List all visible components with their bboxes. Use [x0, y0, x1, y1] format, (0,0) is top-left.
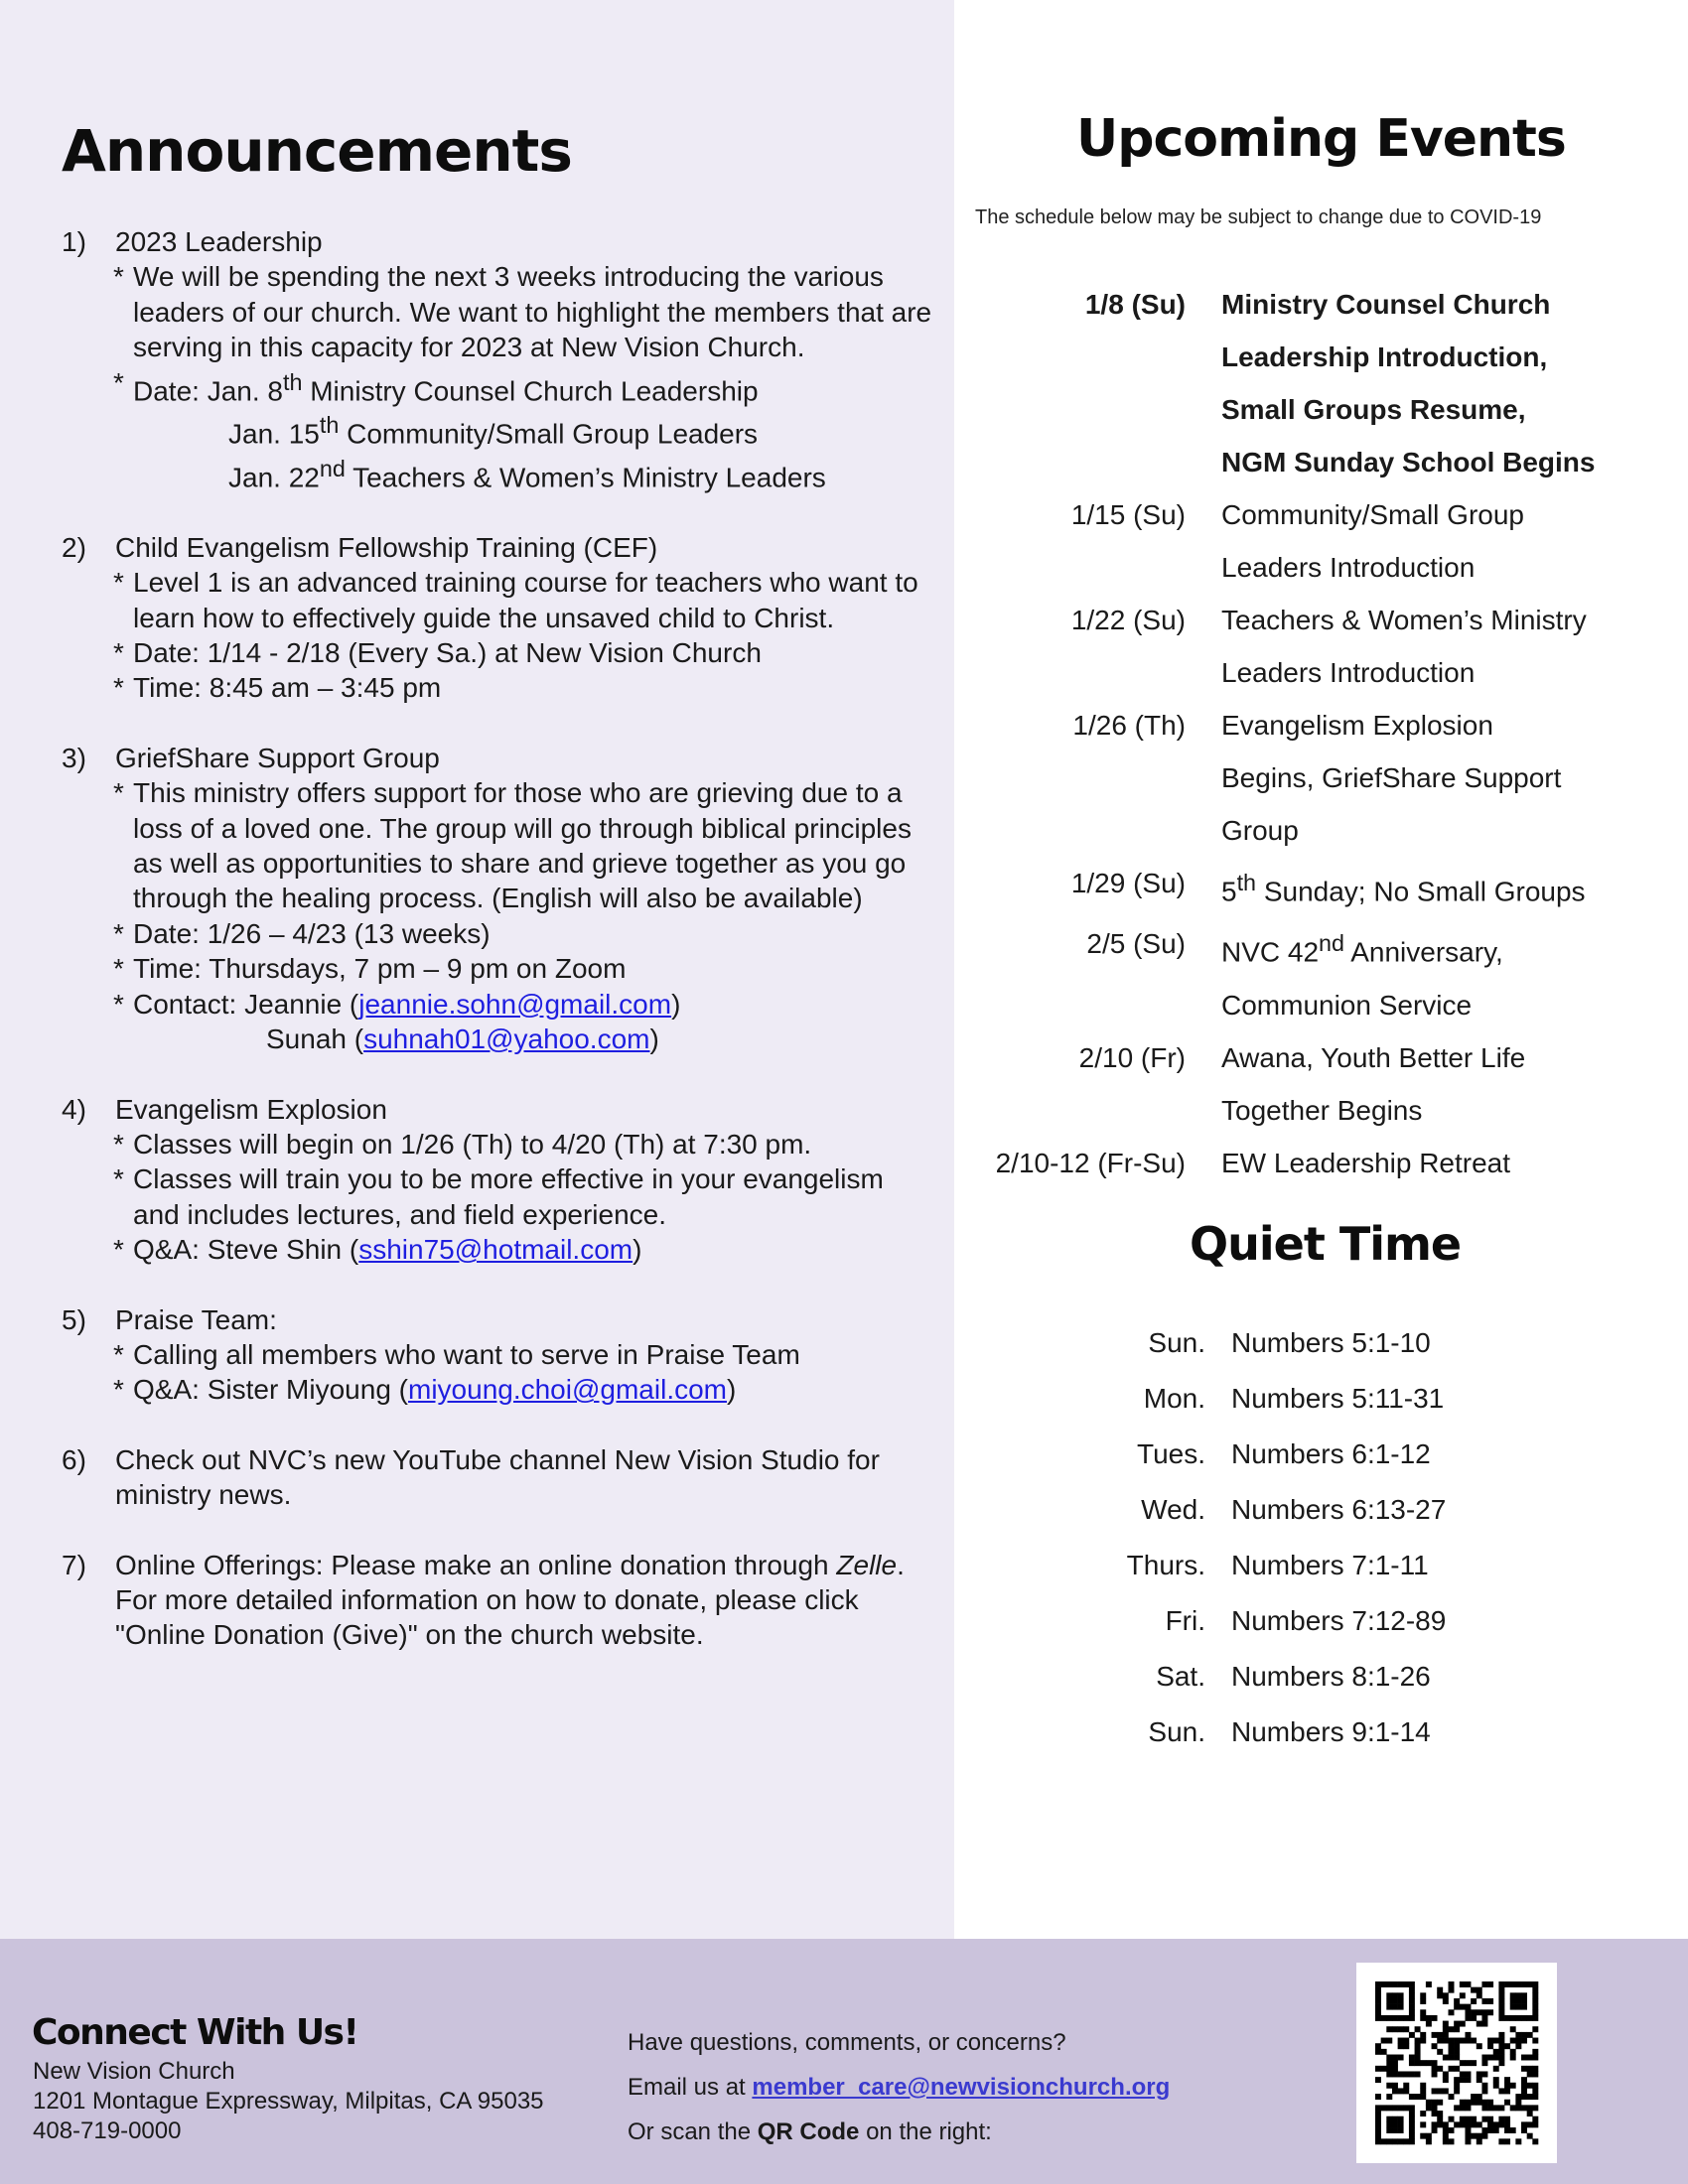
event-date: 2/10-12 (Fr-Su): [995, 1147, 1186, 1178]
email-link[interactable]: sshin75@hotmail.com: [358, 1234, 633, 1266]
item-number: 1): [62, 226, 86, 257]
email-line: Email us at member_care@newvisionchurch.org: [628, 2074, 1171, 2101]
item-number: 3): [62, 742, 86, 773]
item-bullet: This ministry offers support for those who are grieving due to a loss of a loved one. The group will go through biblical principles as well as opportunities to share and grieve together as you go through the healing process. (English will also be available): [133, 777, 912, 914]
event-date: 2/5 (Su): [1086, 928, 1186, 960]
quiet-time-row: [1092, 1482, 1446, 1538]
email-link[interactable]: suhnah01@yahoo.com: [363, 1024, 650, 1055]
quiet-time-row: [1092, 1371, 1446, 1427]
events-list: [954, 278, 1688, 1189]
qt-day: Sun.: [1148, 1716, 1205, 1747]
item-number: 4): [62, 1093, 86, 1125]
qt-reading: Numbers 9:1-14: [1231, 1716, 1431, 1747]
event-date: 1/8 (Su): [1084, 289, 1186, 320]
church-phone: 408-719-0000: [33, 2117, 182, 2144]
item-bullet: Date: 1/26 – 4/23 (13 weeks): [133, 917, 491, 949]
announcement-item: 2) Child Evangelism Fellowship Training (CEF) * Level 1 is an advanced training course for teachers who want to learn how to effectively guide the unsaved child to Christ. * Date: 1/14 - 2/18 (Every Sa.) at New Vision Church * Time: 8:45 am – 3:45 pm: [62, 530, 935, 706]
qt-day: Thurs.: [1126, 1550, 1205, 1580]
item-bullet: Classes will begin on 1/26 (Th) to 4/20 (Th) at 7:30 pm.: [133, 1128, 812, 1160]
event-desc: Teachers & Women’s Ministry Leaders Introduction: [1221, 605, 1587, 688]
item-number: 2): [62, 531, 86, 563]
announcement-item: [62, 1442, 935, 1513]
quiet-time-heading: Quiet Time: [1190, 1217, 1462, 1271]
event-date: 2/10 (Fr): [1078, 1041, 1186, 1073]
item-contacts: Contact: Jeannie (jeannie.sohn@gmail.com) Sunah (suhnah01@yahoo.com): [133, 988, 681, 1055]
church-name: New Vision Church: [33, 2058, 235, 2085]
item-bullet: Time: Thursdays, 7 pm – 9 pm on Zoom: [133, 953, 627, 985]
event-row: [954, 917, 1688, 1030]
event-desc: Ministry Counsel Church Leadership Introduction, Small Groups Resume, NGM Sunday School Begins: [1221, 289, 1596, 478]
event-desc: Community/Small Group Leaders Introduction: [1221, 499, 1524, 583]
item-bullet: Level 1 is an advanced training course for teachers who want to learn how to effectively guide the unsaved child to Christ.: [133, 567, 918, 633]
church-address: 1201 Montague Expressway, Milpitas, CA 95035: [33, 2088, 544, 2115]
contact-prompt: [628, 2020, 1170, 2154]
question-text: Have questions, comments, or concerns?: [628, 2029, 1066, 2056]
qt-reading: Numbers 5:1-10: [1231, 1327, 1431, 1358]
item-qa: Q&A: Sister Miyoung (miyoung.choi@gmail.com): [133, 1374, 737, 1406]
event-desc: Awana, Youth Better Life Together Begins: [1221, 1041, 1526, 1126]
item-number: 6): [62, 1443, 86, 1475]
event-desc: NVC 42nd Anniversary, Communion Service: [1221, 930, 1503, 1021]
quiet-time-row: [1092, 1705, 1446, 1760]
event-row: [954, 488, 1688, 594]
quiet-time-row: [1092, 1649, 1446, 1705]
qt-reading: Numbers 8:1-26: [1231, 1661, 1431, 1692]
item-bullet: Calling all members who want to serve in Praise Team: [133, 1338, 800, 1370]
quiet-time-row: [1092, 1538, 1446, 1593]
qt-day: Wed.: [1141, 1494, 1205, 1525]
event-row: [954, 1031, 1688, 1137]
scan-line: Or scan the QR Code on the right:: [628, 2118, 992, 2145]
item-number: 7): [62, 1549, 86, 1580]
item-title: Child Evangelism Fellowship Training (CEF): [115, 531, 658, 563]
qt-day: Mon.: [1143, 1383, 1205, 1414]
footer-email-link[interactable]: member_care@newvisionchurch.org: [752, 2074, 1171, 2101]
qr-code-icon[interactable]: [1356, 1963, 1557, 2163]
announcement-item: 5) Praise Team: * Calling all members who want to serve in Praise Team * Q&A: Sister Miyoung (miyoung.choi@gmail.com): [62, 1302, 935, 1408]
announcement-item: 4) Evangelism Explosion * Classes will begin on 1/26 (Th) to 4/20 (Th) at 7:30 pm. * Classes will train you to be more effective in your evangelism and includes lectures, and field experience. * Q&A: Steve Shin (sshin75@hotmail.com): [62, 1092, 935, 1268]
item-text: Check out NVC’s new YouTube channel New Vision Studio for ministry news.: [115, 1443, 880, 1511]
connect-heading: Connect With Us!: [32, 2012, 358, 2053]
qt-reading: Numbers 6:13-27: [1231, 1494, 1447, 1525]
quiet-time-row: [1092, 1427, 1446, 1482]
event-row: [954, 1137, 1688, 1189]
event-date: 1/29 (Su): [1070, 868, 1186, 898]
announcement-item: [62, 1548, 935, 1653]
item-bullet: Classes will train you to be more effective in your evangelism and includes lectures, and field experience.: [133, 1163, 884, 1230]
event-row: [954, 278, 1688, 488]
event-row: [954, 857, 1688, 917]
event-row: [954, 594, 1688, 699]
event-desc: EW Leadership Retreat: [1221, 1147, 1511, 1178]
email-link[interactable]: miyoung.choi@gmail.com: [408, 1374, 727, 1406]
qt-reading: Numbers 6:1-12: [1231, 1438, 1431, 1469]
qt-day: Sat.: [1156, 1661, 1205, 1692]
item-title: Evangelism Explosion: [115, 1093, 387, 1125]
email-link[interactable]: jeannie.sohn@gmail.com: [358, 988, 672, 1020]
qt-day: Sun.: [1148, 1327, 1205, 1358]
event-date: 1/15 (Su): [1070, 499, 1186, 530]
item-title: 2023 Leadership: [115, 226, 323, 257]
announcement-item: 3) GriefShare Support Group * This ministry offers support for those who are grieving due to a loss of a loved one. The group will go through biblical principles as well as opportunities to share and grieve together as you go through the healing process. (English will also be available) * Date: 1/26 – 4/23 (13 weeks) * Time: Thursdays, 7 pm – 9 pm on Zoom * Contact: Jeannie (jeannie.sohn@gmail.com) Sunah (suhnah01@yahoo.com): [62, 741, 935, 1057]
item-text: Online Offerings: Please make an online donation through Zelle. For more detailed information on how to donate, please click "Online Donation (Give)" on the church website.: [115, 1549, 905, 1651]
qt-day: Fri.: [1165, 1605, 1205, 1636]
item-dates: Date: Jan. 8th Ministry Counsel Church Leadership Jan. 15th Community/Small Group Leaders Jan. 22nd Teachers & Women’s Ministry Leaders: [133, 368, 826, 493]
qt-reading: Numbers 7:12-89: [1231, 1605, 1447, 1636]
event-desc: 5th Sunday; No Small Groups: [1221, 870, 1586, 907]
quiet-time-row: [1092, 1315, 1446, 1371]
item-qa: Q&A: Steve Shin (sshin75@hotmail.com): [133, 1234, 642, 1266]
quiet-time-row: [1092, 1593, 1446, 1649]
qt-reading: Numbers 7:1-11: [1231, 1550, 1429, 1580]
event-row: [954, 699, 1688, 857]
event-desc: Evangelism Explosion Begins, GriefShare Support Group: [1221, 710, 1562, 846]
contact-info: [33, 2057, 544, 2146]
event-date: 1/26 (Th): [1072, 710, 1186, 741]
item-bullet: We will be spending the next 3 weeks introducing the various leaders of our church. We want to highlight the members that are serving in this capacity for 2023 at New Vision Church.: [133, 261, 932, 363]
announcements-list: [62, 224, 935, 1688]
events-note: The schedule below may be subject to change due to COVID-19: [975, 206, 1542, 228]
item-title: GriefShare Support Group: [115, 742, 440, 773]
quiet-time-list: [1092, 1315, 1446, 1760]
announcements-heading: Announcements: [62, 117, 572, 185]
item-bullet: Date: 1/14 - 2/18 (Every Sa.) at New Vision Church: [133, 637, 762, 669]
item-bullet: Time: 8:45 am – 3:45 pm: [133, 672, 442, 704]
qt-day: Tues.: [1137, 1438, 1205, 1469]
item-title: Praise Team:: [115, 1303, 277, 1335]
qt-reading: Numbers 5:11-31: [1231, 1383, 1445, 1414]
event-date: 1/22 (Su): [1070, 605, 1186, 635]
item-number: 5): [62, 1303, 86, 1335]
events-heading: Upcoming Events: [1076, 109, 1566, 169]
announcement-item: 1) 2023 Leadership * We will be spending the next 3 weeks introducing the various leaders of our church. We want to highlight the members that are serving in this capacity for 2023 at New Vision Church. * Date: Jan. 8th Ministry Counsel Church Leadership Jan. 15th Community/Small Group Leaders Jan. 22nd Teachers & Women’s Ministry Leaders: [62, 224, 935, 495]
